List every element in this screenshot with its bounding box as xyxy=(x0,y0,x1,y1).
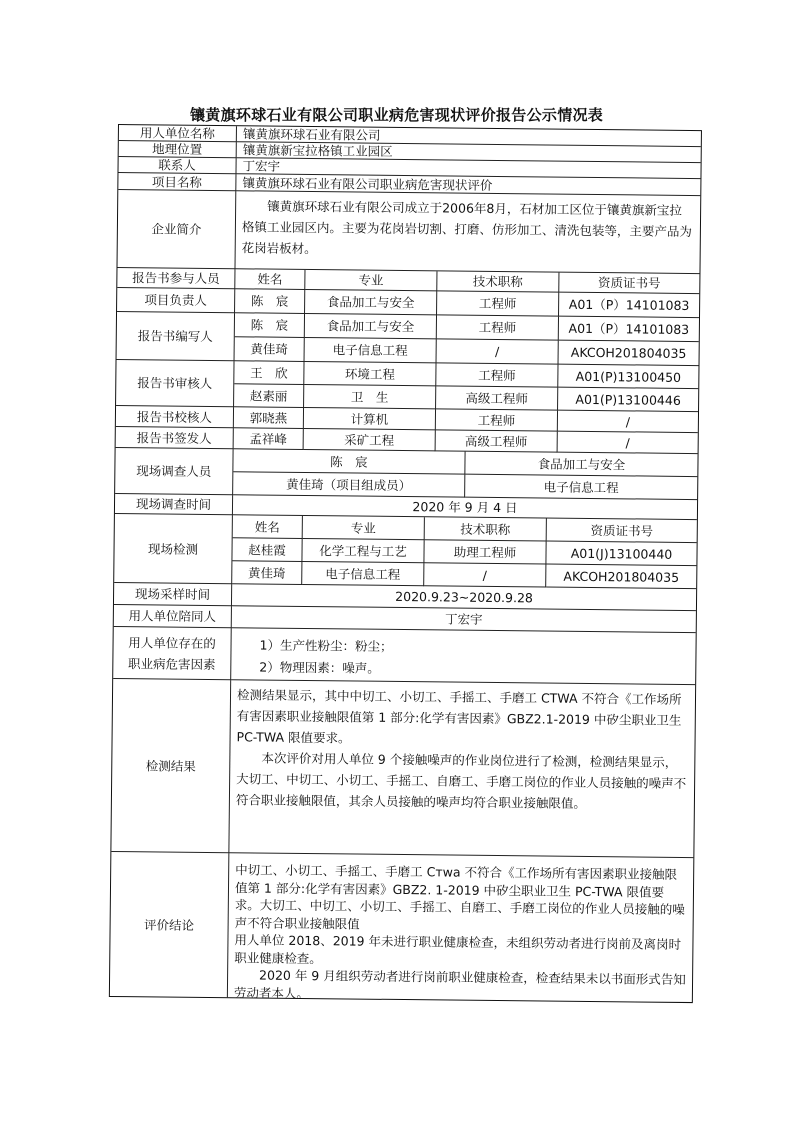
sampling-time-label: 现场采样时间 xyxy=(114,583,232,606)
sampling-time-value: 2020.9.23~2020.9.28 xyxy=(232,584,696,611)
results-text xyxy=(229,680,695,858)
tester-major: 电子信息工程 xyxy=(302,562,424,586)
person-cert: A01(P)13100446 xyxy=(558,388,698,412)
person-name: 陈 宸 xyxy=(235,289,305,314)
person-major: 食品加工与安全 xyxy=(305,314,437,339)
hazards-label-line2: 职业病危害因素 xyxy=(128,655,216,672)
person-cert: A01（P）14101083 xyxy=(559,317,699,342)
project-label: 项目名称 xyxy=(118,173,236,191)
person-name: 赵素丽 xyxy=(234,384,304,408)
personnel-section-label: 报告书参与人员 xyxy=(117,268,235,289)
conclusion-para-3: 2020 年 9 月组织劳动者进行岗前职业健康检查，检查结果未以书面形式告知劳动者本人。 xyxy=(233,967,686,1001)
intro-label: 企业简介 xyxy=(117,190,236,269)
person-major: 电子信息工程 xyxy=(305,338,437,363)
tester-name: 黄佳琦 xyxy=(232,561,302,585)
person-major: 采矿工程 xyxy=(304,429,436,451)
location-value: 镶黄旗新宝拉格镇工业园区 xyxy=(237,142,701,163)
person-major: 食品加工与安全 xyxy=(305,290,437,315)
person-title: 高级工程师 xyxy=(436,430,558,452)
survey-person-major: 食品加工与安全 xyxy=(465,452,697,477)
tester-cert: AKCOH201804035 xyxy=(546,565,696,590)
project-value: 镶黄旗环球石业有限公司职业病危害现状评价 xyxy=(236,174,700,196)
testing-header-title: 技术职称 xyxy=(425,517,547,541)
survey-person-major: 电子信息工程 xyxy=(465,475,697,500)
survey-time-value: 2020 年 9 月 4 日 xyxy=(233,495,697,520)
testing-label: 现场检测 xyxy=(114,514,233,584)
results-para-1: 检测结果显示，其中中切工、小切工、手摇工、手磨工 CTWA 不符合《工作场所有害因素职业接触限值第 1 部分:化学有害因素》GBZ2.1-2019 中矽尘职业卫生 PC-TWA 限值要求。 xyxy=(236,687,682,746)
hazard-dust: 1）生产性粉尘：粉尘； xyxy=(259,637,393,654)
person-title: / xyxy=(437,339,559,364)
results-label: 检测结果 xyxy=(111,679,231,853)
intro-text: 镶黄旗环球石业有限公司成立于2006年8月，石材加工区位于镶黄旗新宝拉格镇工业园区内。主要为花岗岩切割、打磨、仿形加工、清洗包装等，主要产品为花岗岩板材。 xyxy=(235,191,700,274)
person-title: 工程师 xyxy=(437,291,559,316)
testing-header-name: 姓名 xyxy=(233,515,303,539)
person-name: 郭晓燕 xyxy=(234,407,304,429)
person-title: 工程师 xyxy=(436,363,558,387)
person-title: 工程师 xyxy=(436,409,558,431)
personnel-header-major: 专业 xyxy=(305,270,437,291)
person-major: 计算机 xyxy=(304,408,436,430)
conclusion-para-2: 用人单位 2018、2019 年未进行职业健康检查，未组织劳动者进行岗前及离岗时职业健康检查。 xyxy=(234,932,682,966)
person-major: 环境工程 xyxy=(304,362,436,386)
tester-title: 助理工程师 xyxy=(424,540,546,564)
employer-label: 用人单位名称 xyxy=(119,125,237,142)
contact-label: 联系人 xyxy=(118,157,236,174)
disclosure-table xyxy=(109,124,702,1003)
person-major: 卫 生 xyxy=(304,385,436,409)
testing-header-major: 专业 xyxy=(303,516,425,540)
tester-name: 赵桂霞 xyxy=(232,538,302,562)
conclusion-para-1: 中切工、小切工、手摇工、手磨工 Cтwa 不符合《工作场所有害因素职业接触限值第 1 部分:化学有害因素》GBZ2. 1-2019 中矽尘职业卫生 PC-TWA 限值要求。大切工、中切工、小切工、手摇工、自磨工、手磨工岗位的作业人员接触的噪声不符合职业接触限值 xyxy=(234,862,685,932)
survey-time-label: 现场调查时间 xyxy=(115,494,233,515)
person-name: 黄佳琦 xyxy=(235,337,305,362)
conclusion-label: 评价结论 xyxy=(110,852,230,997)
results-para-2: 本次评价对用人单位 9 个接触噪声的作业岗位进行了检测，检测结果显示，大切工、中切工、小切工、手摇工、自磨工、手磨工岗位的作业人员接触的噪声不符合职业接触限值，其余人员接触的噪声均符合职业接触限值。 xyxy=(235,750,687,811)
conclusion-text xyxy=(228,853,693,1002)
person-cert: / xyxy=(558,432,698,454)
person-cert: A01(P)13100450 xyxy=(558,365,698,389)
person-name: 孟祥峰 xyxy=(234,428,304,450)
personnel-header-title: 技术职称 xyxy=(437,271,559,292)
role-report-reviewer: 报告书审核人 xyxy=(116,360,234,407)
survey-person-name: 陈 宸 xyxy=(233,449,465,474)
hazards-value xyxy=(231,628,696,685)
testing-header-cert: 资质证书号 xyxy=(547,519,697,544)
hazards-label xyxy=(113,627,232,680)
survey-label: 现场调查人员 xyxy=(115,448,233,495)
tester-cert: A01(J)13100440 xyxy=(546,542,696,567)
hazards-label-line1: 用人单位存在的 xyxy=(128,634,216,651)
companion-value: 丁宏宇 xyxy=(232,606,696,633)
person-cert: A01（P）14101083 xyxy=(559,293,699,318)
person-title: 工程师 xyxy=(437,315,559,340)
location-label: 地理位置 xyxy=(119,141,237,158)
person-title: 高级工程师 xyxy=(436,386,558,410)
companion-label: 用人单位陪同人 xyxy=(114,605,232,628)
role-project-leader: 项目负责人 xyxy=(117,288,235,313)
tester-title: / xyxy=(424,563,546,587)
survey-person-name: 黄佳琦（项目组成员） xyxy=(233,472,465,497)
person-name: 王 欣 xyxy=(234,361,304,385)
role-report-issuer: 报告书签发人 xyxy=(116,427,234,449)
person-name: 陈 宸 xyxy=(235,313,305,338)
hazard-noise: 2）物理因素：噪声。 xyxy=(259,659,380,676)
role-report-writer: 报告书编写人 xyxy=(117,312,235,361)
tester-major: 化学工程与工艺 xyxy=(302,539,424,563)
role-report-checker: 报告书校核人 xyxy=(116,406,234,428)
employer-value: 镶黄旗环球石业有限公司 xyxy=(237,126,701,147)
person-cert: AKCOH201804035 xyxy=(559,341,699,366)
personnel-header-name: 姓名 xyxy=(235,269,305,290)
personnel-header-cert: 资质证书号 xyxy=(559,273,699,294)
document-title: 镶黄旗环球石业有限公司职业病危害现状评价报告公示情况表 xyxy=(190,106,604,124)
contact-value: 丁宏宇 xyxy=(236,158,700,179)
person-cert: / xyxy=(558,411,698,433)
